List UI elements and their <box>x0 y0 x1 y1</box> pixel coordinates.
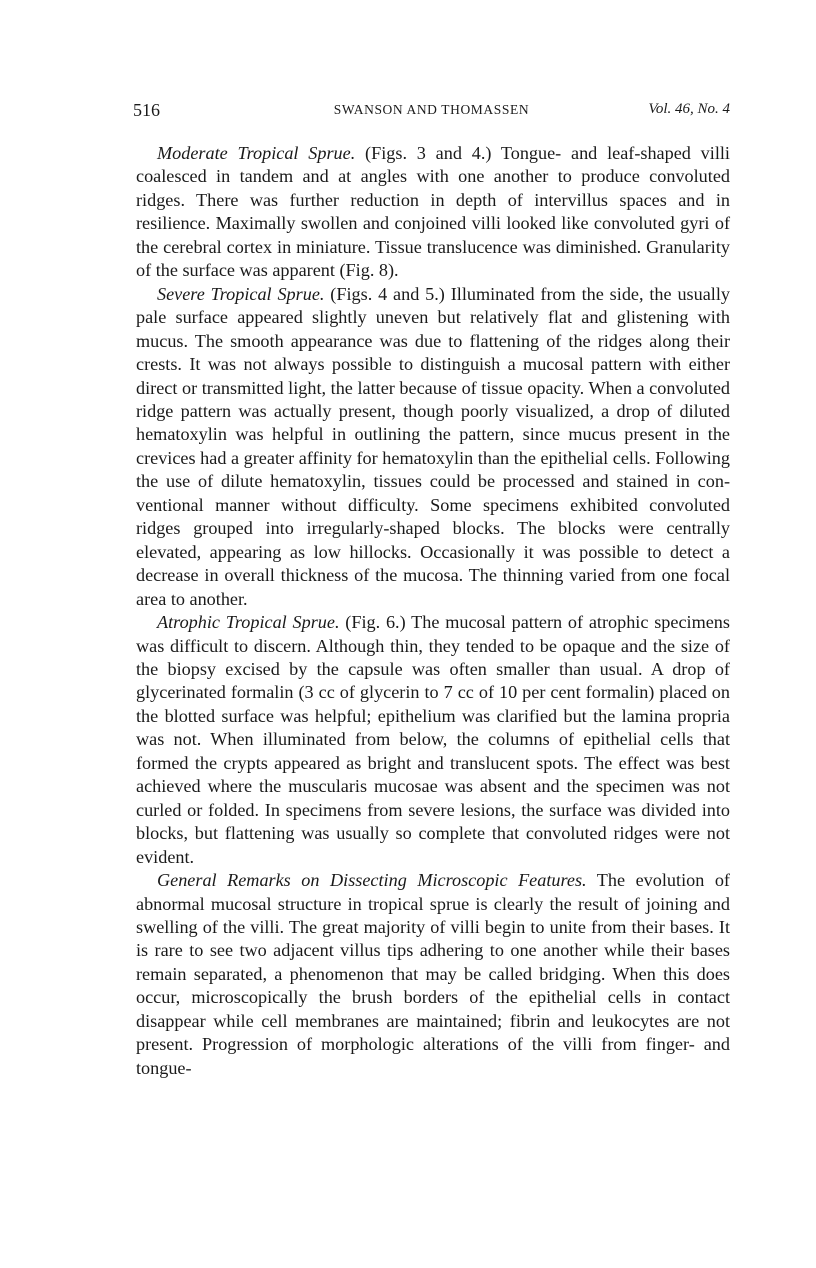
page-header <box>133 100 730 124</box>
volume-info: Vol. 46, No. 4 <box>648 101 730 117</box>
paragraph-atrophic-tropical-sprue <box>136 611 730 869</box>
paragraph-heading: General Remarks on Dissecting Microscopic Features. <box>157 870 587 891</box>
paragraph-heading: Severe Tropical Sprue. <box>157 283 325 304</box>
paragraph-text: (Figs. 4 and 5.) Illuminated from the side, the usually pale surface appeared slightly uneven but relatively flat and glistening with mucus. The smooth appearance was due to flattening of the ridges along their crests. It was not always possible to distinguish a mucosal pattern with either direct or transmitted light, the latter because of tissue opacity. When a convoluted ridge pattern was actually present, though poorly visualized, a drop of diluted hematoxylin was helpful in outlining the pattern, since mucus present in the crevices had a greater affinity for hematoxylin than the epithelial cells. Following the use of dilute hematoxylin, tissues could be processed and stained in conventional manner without difficulty. Some specimens exhibited convoluted ridges grouped into irregularly-shaped blocks. The blocks were centrally elevated, appearing as low hillocks. Occasionally it was possible to detect a decrease in overall thickness of the mucosa. The thinning varied from one focal area to another. <box>136 283 730 609</box>
paragraph-text: The evolution of abnormal mucosal structure in tropical sprue is clearly the result of joining and swelling of the villi. The great majority of villi begin to unite from their bases. It is rare to see two adjacent villus tips adhering to one another while their bases remain separated, a phenomenon that may be called bridging. When this does occur, microscopically the brush borders of the epithelial cells in contact disappear while cell membranes are maintained; fibrin and leukocytes are not present. Progression of morphologic alterations of the villi from finger- and tongue- <box>136 870 730 1078</box>
paragraph-moderate-tropical-sprue <box>136 142 730 283</box>
paragraph-heading: Atrophic Tropical Sprue. <box>157 612 340 633</box>
paragraph-general-remarks <box>136 869 730 1080</box>
running-head: SWANSON AND THOMASSEN <box>333 102 530 117</box>
paragraph-heading: Moderate Tropical Sprue. <box>157 143 356 163</box>
paragraph-text: (Fig. 6.) The mucosal pattern of atrophic specimens was difficult to discern. Although thin, they tended to be opaque and the size of the biopsy excised by the capsule was often smaller than usual. A drop of glycerinated formalin (3 cc of glycerin to 7 cc of 10 per cent formalin) placed on the blotted surface was helpful; epithelium was clarified but the lamina propria was not. When illuminated from below, the columns of epithelial cells that formed the crypts appeared as bright and translucent spots. The effect was best achieved where the muscularis mucosae was absent and the specimen was not curled or folded. In specimens from severe lesions, the surface was divided into blocks, but flattening was usually so complete that convoluted ridges were not evident. <box>136 612 730 867</box>
paragraph-text: (Figs. 3 and 4.) Tongue- and leaf-shaped villi coalesced in tandem and at angles with one another to produce convoluted ridges. There was further reduction in depth of intervillus spaces and in resilience. Maximally swollen and conjoined villi looked like convoluted gyri of the cerebral cortex in miniature. Tissue translucence was diminished. Granularity of the surface was apparent (Fig. 8). <box>136 143 730 281</box>
paragraph-severe-tropical-sprue <box>136 283 730 611</box>
page-number: 516 <box>133 100 160 120</box>
body-text <box>136 142 730 1080</box>
